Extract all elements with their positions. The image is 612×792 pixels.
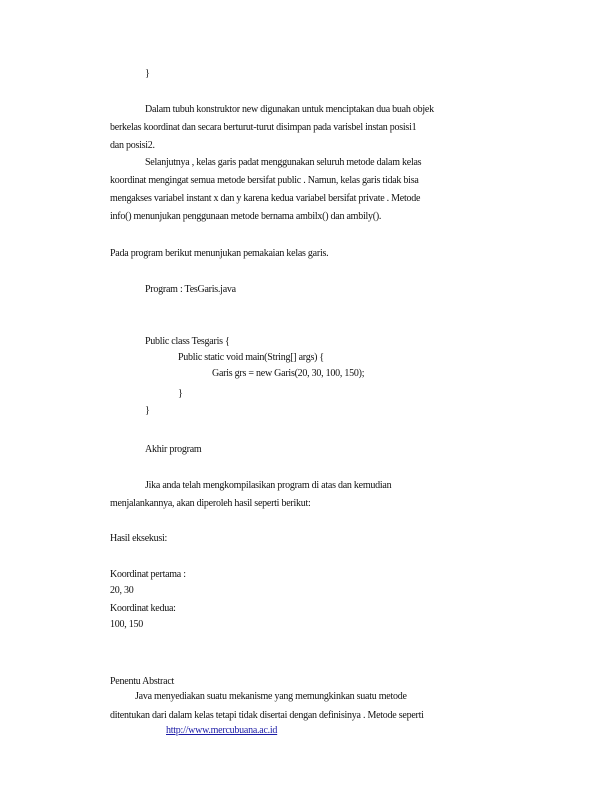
paragraph-line: Dalam tubuh konstruktor new digunakan untuk menciptakan dua buah objek [145,104,434,115]
code-line: Public static void main(String[] args) { [178,352,324,363]
paragraph-line: menjalankannya, akan diperoleh hasil seperti berikut: [110,498,311,509]
code-line: } [178,388,183,399]
code-line: Garis grs = new Garis(20, 30, 100, 150); [212,368,365,379]
closing-brace: } [145,68,150,79]
paragraph-line: ditentukan dari dalam kelas tetapi tidak disertai dengan definisinya . Metode seperti [110,710,424,721]
result-line: 100, 150 [110,619,143,630]
paragraph-line: Selanjutnya , kelas garis padat menggunakan seluruh metode dalam kelas [145,157,422,168]
result-line: Koordinat kedua: [110,603,176,614]
paragraph-line: Jika anda telah mengkompilasikan program di atas dan kemudian [145,480,392,491]
result-line: Koordinat pertama : [110,569,186,580]
code-line: } [145,405,150,416]
paragraph-line: dan posisi2. [110,140,155,151]
paragraph-line: koordinat mengingat semua metode bersifat public . Namun, kelas garis tidak bisa [110,175,419,186]
paragraph-line: mengakses variabel instant x dan y karena kedua variabel bersifat private . Metode [110,193,421,204]
paragraph-line: Java menyediakan suatu mekanisme yang memungkinkan suatu metode [135,691,407,702]
intro-text: Pada program berikut menunjukan pemakaian kelas garis. [110,248,329,259]
result-title: Hasil eksekusi: [110,533,168,544]
end-program-text: Akhir program [145,444,202,455]
footer-link[interactable]: http://www.mercubuana.ac.id [166,725,278,736]
program-label: Program : TesGaris.java [145,284,236,295]
section-title: Penentu Abstract [110,676,175,687]
paragraph-line: berkelas koordinat dan secara berturut-turut disimpan pada varisbel instan posisi1 [110,122,417,133]
result-line: 20, 30 [110,585,134,596]
code-line: Public class Tesgaris { [145,336,230,347]
paragraph-line: info() menunjukan penggunaan metode bernama ambilx() dan ambily(). [110,211,382,222]
